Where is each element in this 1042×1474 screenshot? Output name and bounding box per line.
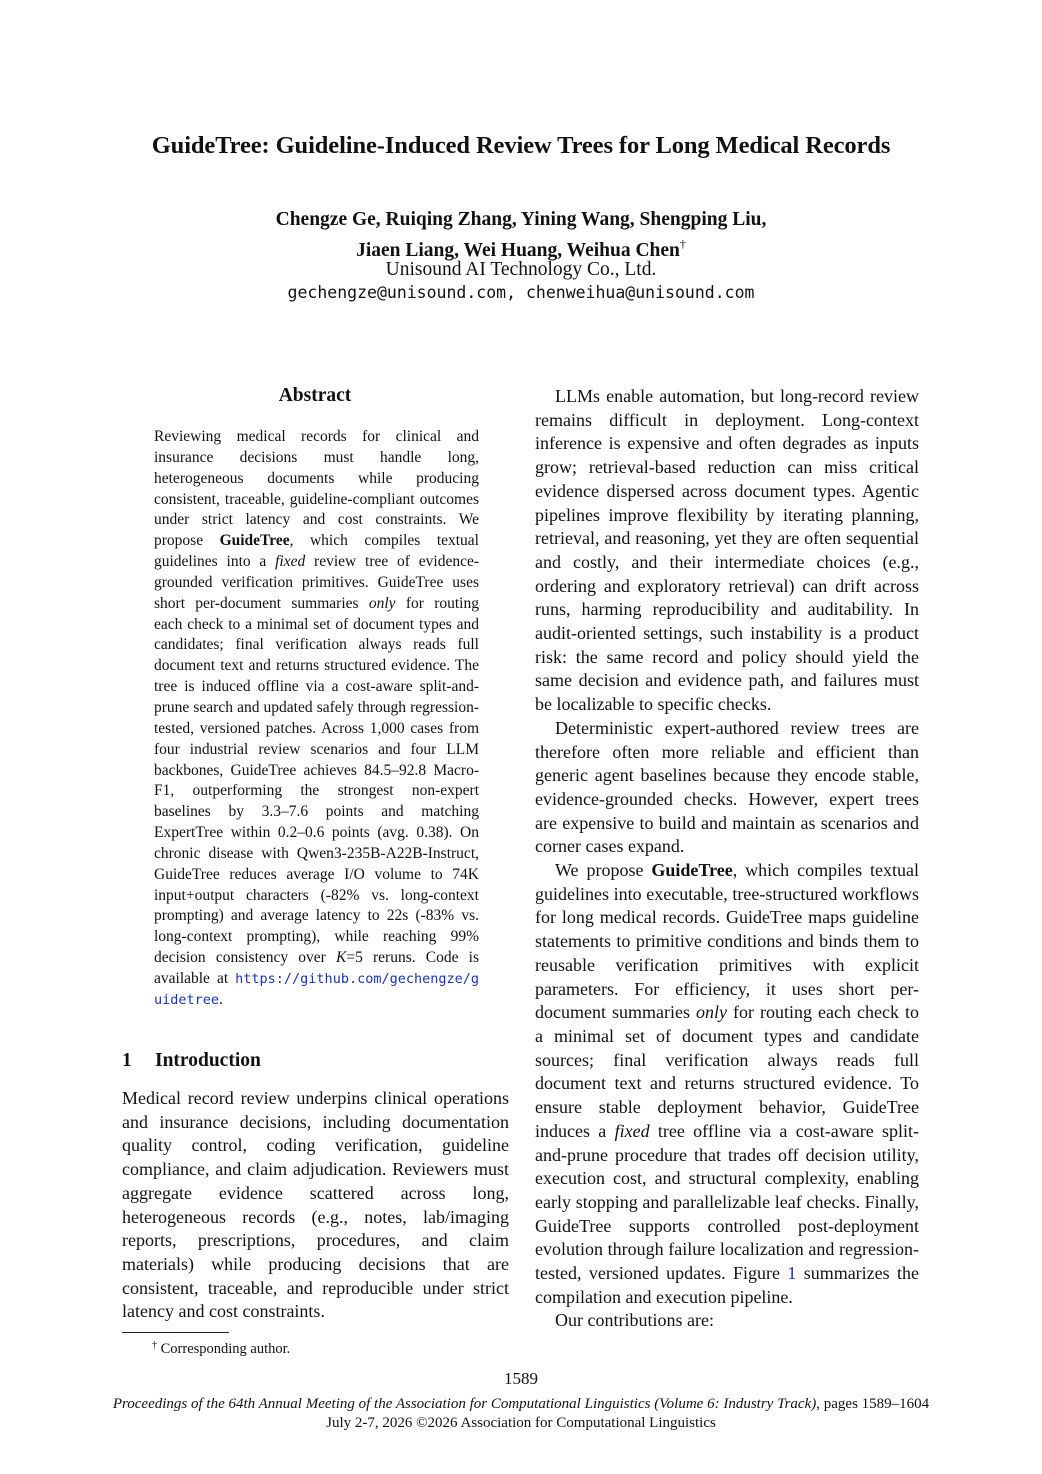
abstract-seg: . xyxy=(219,990,223,1008)
p4-emphasis: only xyxy=(696,1002,727,1023)
abstract-heading: Abstract xyxy=(278,385,352,406)
proceedings-line-2: July 2-7, 2026 ©2026 Association for Computational Linguistics xyxy=(326,1415,716,1431)
abstract-emphasis: only xyxy=(368,594,396,612)
code-link[interactable]: https://github.com/gechengze/guidetree xyxy=(154,970,479,1008)
section-title: Introduction xyxy=(155,1050,261,1071)
intro-paragraph-4 xyxy=(535,859,919,1309)
affiliation: Unisound AI Technology Co., Ltd. xyxy=(385,259,657,280)
abstract-seg: for routing each check to a minimal set of document types and candidates; final verification always reads full document text and returns structured evidence. The tree is induced offline via a cost-aware split-and-prune search and updated safely through regression-tested, versioned patches. Across 1,000 cases from four industrial review scenarios and four LLM backbones, GuideTree achieves 84.5–92.8 Macro-F1, outperforming the strongest non-expert baselines by 3.3–7.6 points and matching ExpertTree within 0.2–0.6 points (avg. 0.38). On chronic disease with Qwen3-235B-A22B-Instruct, GuideTree reduces average I/O volume to 74K input+output characters (-82% vs. long-context prompting) and average latency to 22s (-83% vs. long-context prompting), while reaching 99% decision consistency over xyxy=(154,594,479,967)
intro-paragraph-1: Medical record review underpins clinical operations and insurance decisions, including documentation quality control, coding verification, guideline compliance, and claim adjudication. Reviewers must aggregate evidence scattered across long, heterogeneous records (e.g., notes, lab/imaging reports, prescriptions, procedures, and claim materials) while producing decisions that are consistent, traceable, and reproducible under strict latency and cost constraints. xyxy=(122,1088,509,1322)
p4-emphasis: fixed xyxy=(614,1120,650,1141)
author-emails: gechengze@unisound.com, chenweihua@unisound.com xyxy=(287,283,755,302)
p4-seg: for routing each check to a minimal set of document types and candidate sources; final verification always reads full document text and returns structured evidence. To ensure stable deployment behavior, GuideTree induces a xyxy=(535,1002,919,1141)
proceedings-pages: , pages 1589–1604 xyxy=(816,1396,930,1412)
authors-line-2-names: Jiaen Liang, Wei Huang, Weihua Chen xyxy=(356,240,680,261)
proceedings-line-1 xyxy=(0,1395,1042,1414)
intro-paragraph-5: Our contributions are: xyxy=(555,1310,714,1331)
footnote-rule xyxy=(122,1332,229,1333)
page-number: 1589 xyxy=(504,1369,538,1388)
math-k: K xyxy=(336,949,347,967)
p4-seg: tree offline via a cost-aware split-and-prune procedure that trades off decision utility, execution cost, and structural complexity, enabling early stopping and parallelizable leaf checks. Finally, GuideTree supports controlled post-deployment evolution through failure localization and regression-tested, versioned updates. Figure xyxy=(535,1120,919,1284)
proceedings-footer xyxy=(0,1395,1042,1433)
authors-line-1: Chengze Ge, Ruiqing Zhang, Yining Wang, Shengping Liu, xyxy=(275,209,767,230)
p4-system-name: GuideTree xyxy=(651,860,733,881)
section-heading-introduction xyxy=(122,1050,508,1072)
abstract-seg: , which compiles textual guidelines into a xyxy=(154,532,479,571)
abstract-emphasis: fixed xyxy=(275,553,306,571)
footnote-mark: † xyxy=(152,1340,157,1351)
paper-title: GuideTree: Guideline-Induced Review Trees for Long Medical Records xyxy=(151,132,891,159)
abstract-seg: review tree of evidence-grounded verification primitives. GuideTree uses short per-document summaries xyxy=(154,553,480,612)
footnote-text: Corresponding author. xyxy=(160,1341,291,1357)
corresponding-dagger: † xyxy=(679,237,686,251)
p4-seg: We propose xyxy=(555,860,652,881)
abstract-text xyxy=(154,427,479,1011)
section-number: 1 xyxy=(122,1050,132,1071)
intro-paragraph-3: Deterministic expert-authored review trees are therefore often more reliable and efficient than generic agent baselines because they encode stable, evidence-grounded checks. However, expert trees are expensive to build and maintain as scenarios and corner cases expand. xyxy=(535,717,919,857)
intro-paragraph-2: LLMs enable automation, but long-record review remains difficult in deployment. Long-context inference is expensive and often degrades as inputs grow; retrieval-based reduction can miss critical evidence dispersed across document types. Agentic pipelines improve flexibility by iterating planning, retrieval, and reasoning, yet they are often sequential and costly, and their intermediate choices (e.g., ordering and exploratory retrieval) can drift across runs, harming reproducibility and auditability. In audit-oriented settings, such instability is a product risk: the same record and policy should yield the same decision and evidence path, and failures must be localizable to specific checks. xyxy=(535,386,919,715)
footnote xyxy=(152,1337,290,1358)
right-column xyxy=(535,385,919,1333)
abstract-system-name: GuideTree xyxy=(219,532,290,550)
abstract-seg: reruns. Code is available at xyxy=(154,949,479,987)
p4-seg: summarizes the compilation and execution pipeline. xyxy=(535,1263,920,1307)
proceedings-venue: Proceedings of the 64th Annual Meeting of the Association for Computational Linguistics (Volume 6: Industry Track) xyxy=(112,1396,817,1412)
math-eq: =5 xyxy=(346,949,363,967)
author-list xyxy=(0,207,1042,263)
figure-reference-link[interactable]: 1 xyxy=(787,1263,797,1284)
abstract-seg: Reviewing medical records for clinical and insurance decisions must handle long, heterogeneous documents while producing consistent, traceable, guideline-compliant outcomes under strict latency and cost constraints. We propose xyxy=(154,428,479,550)
p4-seg: , which compiles textual guidelines into executable, tree-structured workflows for long medical records. GuideTree maps guideline statements to primitive conditions and binds them to reusable verification primitives with explicit parameters. For efficiency, it uses short per-document summaries xyxy=(535,860,919,1023)
